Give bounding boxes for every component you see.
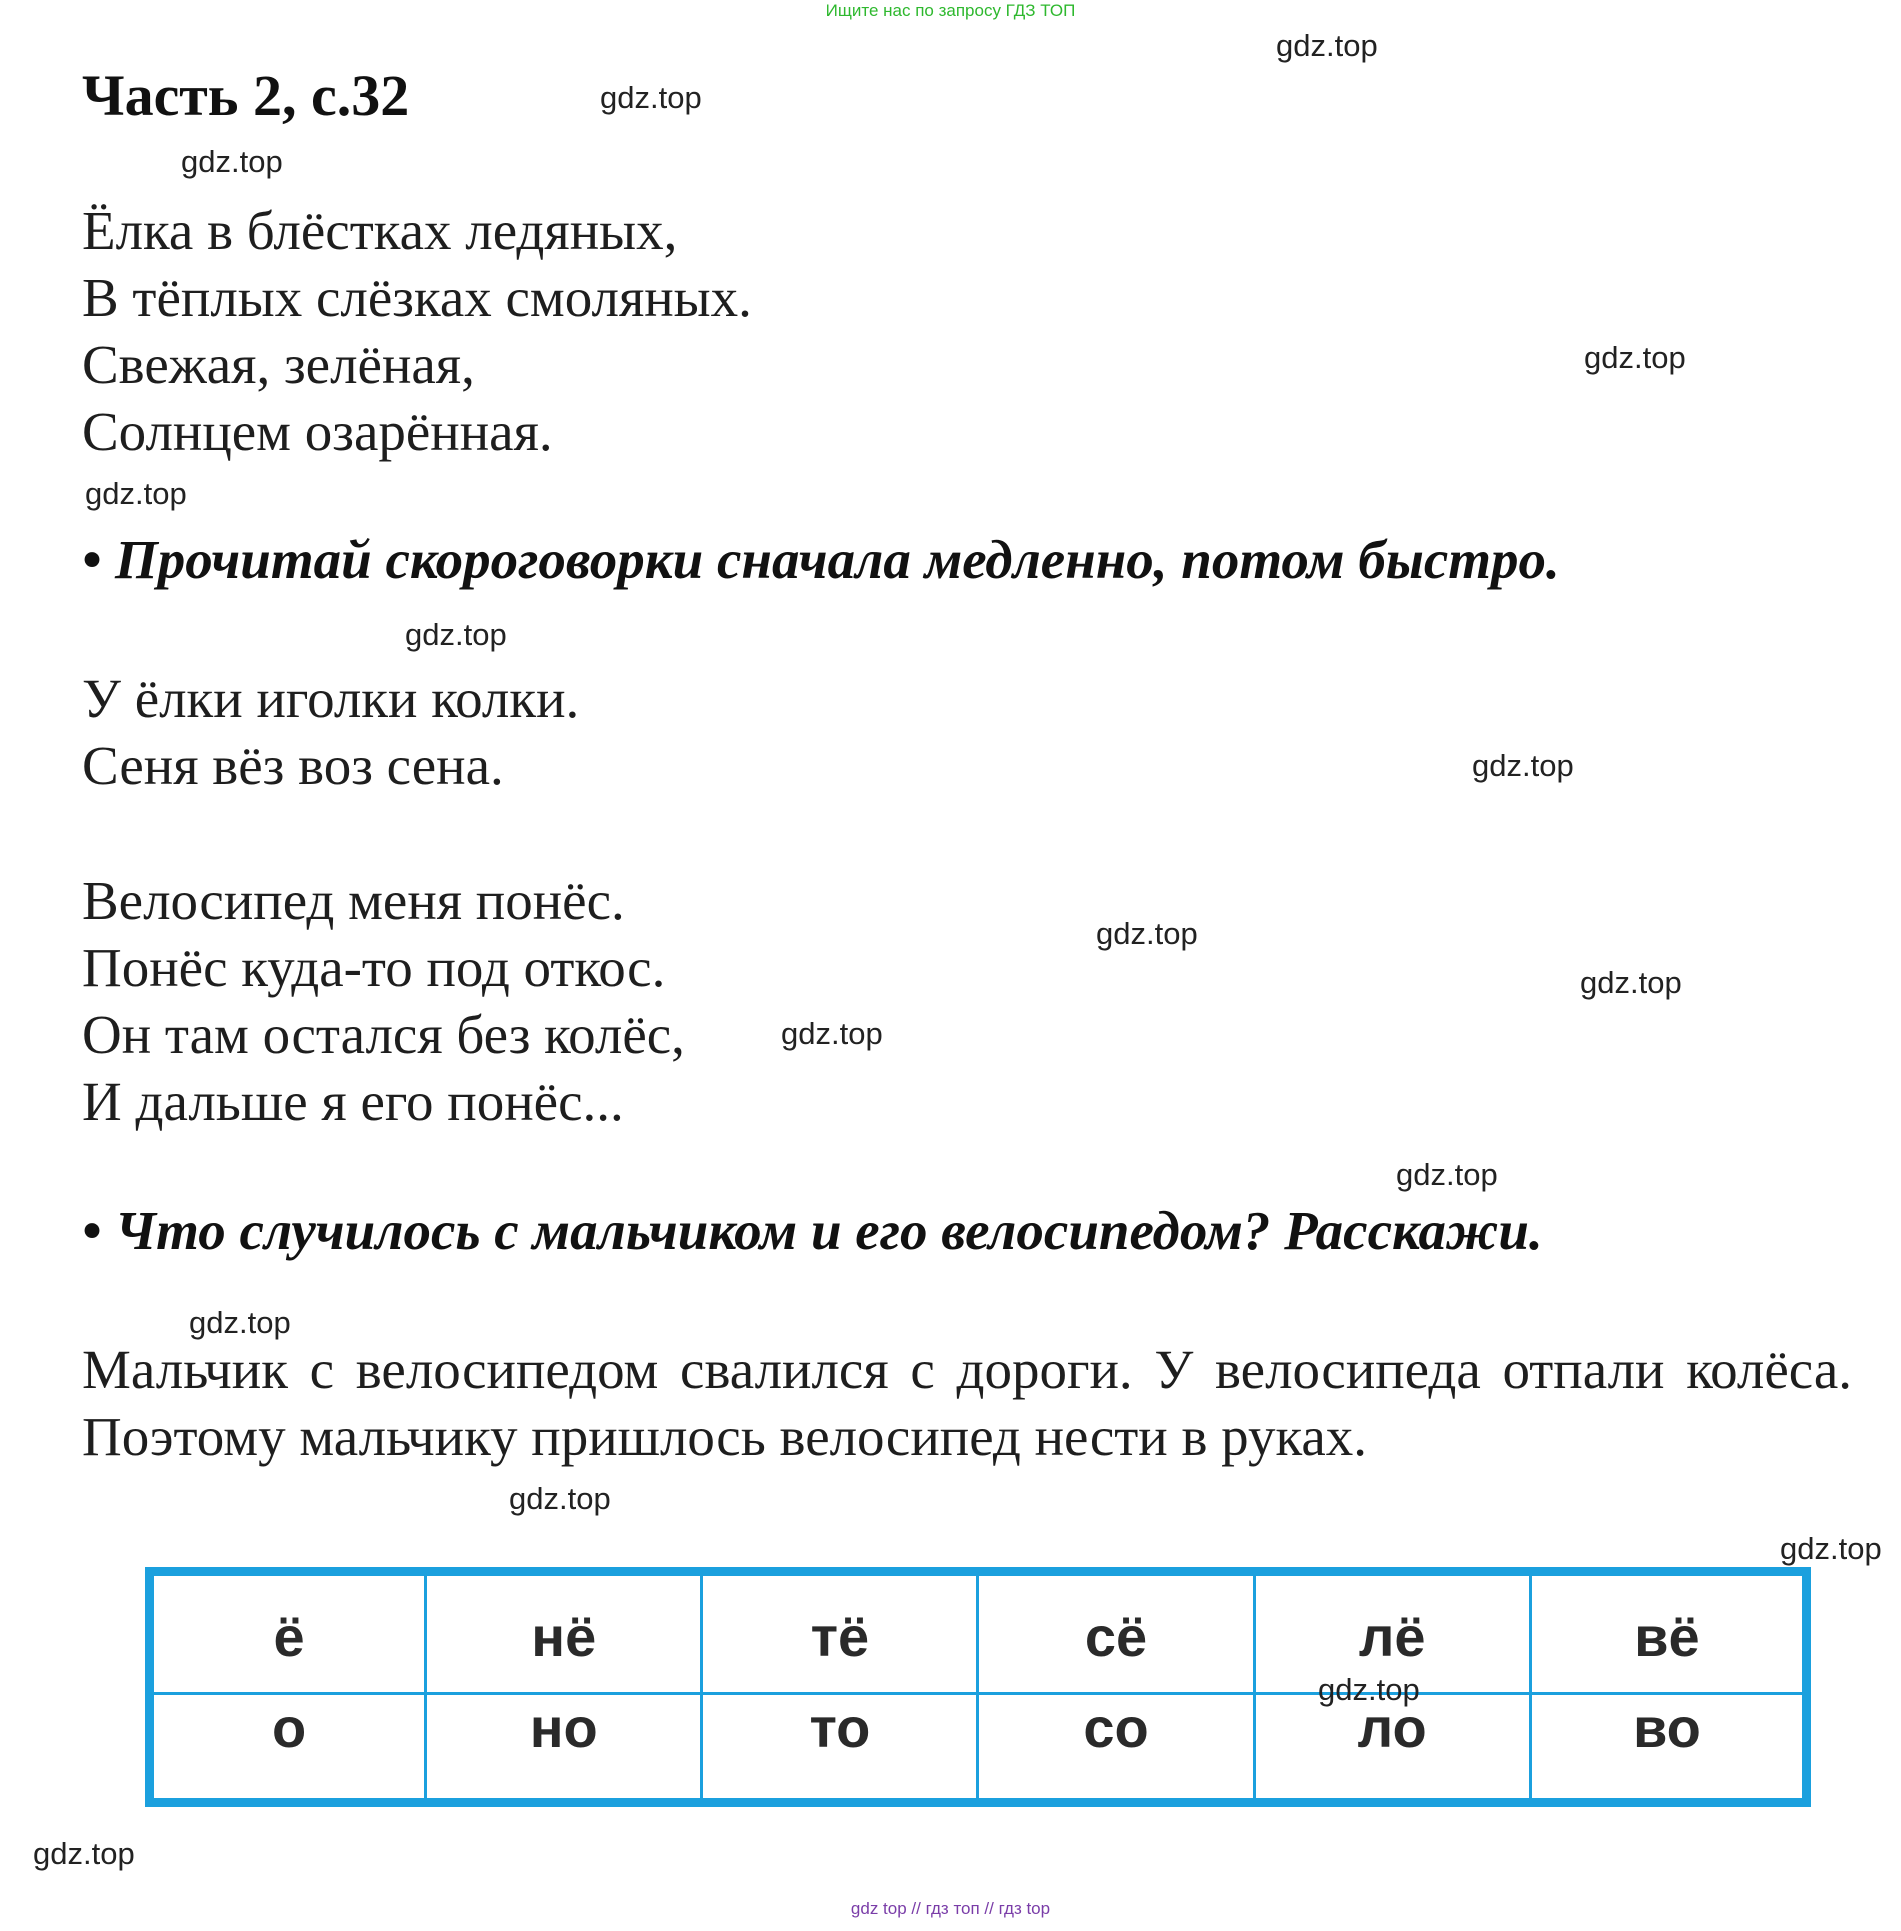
poem-line: Он там остался без колёс, [82,1004,685,1065]
watermark: gdz.top [405,617,507,652]
syllable-cell: сё [978,1572,1254,1694]
footer-links: gdz top // гдз топ // гдз top [850,1899,1051,1918]
syllable-cell: нё [426,1572,702,1694]
syllable-cell: о [150,1693,426,1802]
syllable-cell: тё [702,1572,978,1694]
watermark: gdz.top [1396,1157,1498,1192]
syllable-cell: во [1530,1693,1806,1802]
watermark: gdz.top [1318,1672,1420,1707]
poem-line: Велосипед меня понёс. [82,870,625,931]
watermark: gdz.top [600,80,702,115]
poem-line: Солнцем озарённая. [82,401,553,462]
tongue-twister-line: Сеня вёз воз сена. [82,735,504,796]
poem-line: Ёлка в блёстках ледяных, [82,200,678,261]
poem-bicycle [82,867,685,1135]
watermark: gdz.top [509,1481,611,1516]
poem-line: И дальше я его понёс... [82,1071,624,1132]
watermark: gdz.top [189,1305,291,1340]
tongue-twister-line: У ёлки иголки колки. [82,668,580,729]
watermark: gdz.top [85,476,187,511]
syllable-cell: вё [1530,1572,1806,1694]
poem-line: Понёс куда-то под откос. [82,937,666,998]
watermark: gdz.top [1580,965,1682,1000]
syllable-cell: ё [150,1572,426,1694]
syllable-cell: ло [1254,1693,1530,1802]
task-question: • Что случилось с мальчиком и его велосипедом? Расскажи. [82,1200,1543,1261]
poem-line: Свежая, зелёная, [82,334,475,395]
watermark: gdz.top [1780,1531,1882,1566]
watermark: gdz.top [1096,916,1198,951]
watermark: gdz.top [1276,28,1378,63]
poem-yolka [82,197,752,465]
watermark: gdz.top [781,1016,883,1051]
task-tongue-twisters: • Прочитай скороговорки сначала медленно, потом быстро. [82,529,1560,590]
syllable-cell: лё [1254,1572,1530,1694]
syllable-row-yo [150,1572,1807,1694]
syllable-cell: со [978,1693,1254,1802]
poem-line: В тёплых слёзках смоляных. [82,267,752,328]
syllable-row-o [150,1693,1807,1802]
syllable-cell: но [426,1693,702,1802]
watermark: gdz.top [1472,748,1574,783]
tongue-twisters [82,665,579,799]
syllable-cell: то [702,1693,978,1802]
answer-text: Мальчик с велосипедом свалился с дороги. У велосипеда отпали колёса. Поэтому мальчику пришлось велосипед нести в руках. [82,1339,1852,1467]
watermark: gdz.top [1584,340,1686,375]
top-banner: Ищите нас по запросу ГДЗ ТОП [825,1,1076,20]
page-title: Часть 2, с.32 [82,63,410,128]
watermark: gdz.top [33,1836,135,1871]
syllable-table [145,1567,1811,1807]
watermark: gdz.top [181,144,283,179]
